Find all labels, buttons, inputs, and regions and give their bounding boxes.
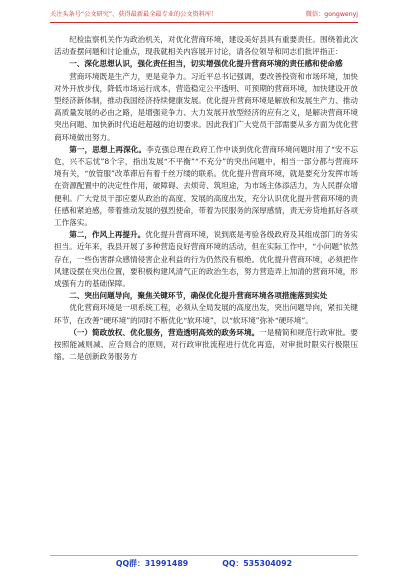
subsection-1-text: 一是精简和规范行政审批。要按照能减则减、应合则合的原则，对行政审批流程进行优化再造，对审批时限实行极限压缩。二是创新政务服务方: [54, 327, 359, 362]
paragraph-subsection-1: [54, 327, 358, 364]
footer-qq-number: QQ：535304092: [222, 559, 293, 568]
subsection-1-lead: （一）简政放权、优化服务，营造透明高效的政务环境。: [69, 327, 260, 337]
header-left-text: 关注头条号“公文研究”，获得最新最全最专业的公文资料库！: [50, 10, 218, 18]
document-body: [54, 34, 358, 363]
second-point-lead: 第二，作风上再提升。: [69, 230, 146, 240]
footer-divider: [50, 555, 358, 556]
page-header: [50, 6, 358, 20]
header-right-text: 微信：gongwenyj: [305, 10, 358, 18]
paragraph-second-point: [54, 229, 358, 290]
intro-paragraph: 纪检监察机关作为政治机关，对优化营商环境，建设美好县具有重要责任。围绕着此次活动查摆问题和讨论重点，现我就相关内容展开讨论，请各位领导和同志们批评指正：: [54, 35, 358, 57]
first-point-text: 李克强总理在政府工作中谈到优化营商环境问题时用了“安不忘危，兴不忘忧”8个字，指出发展“不平衡”“不充分”的突出问题中，相当一部分都与营商环境有关，“放管服”改革滞后有着千丝万缕的联系。优化提升营商环境，就是要充分发挥市场在资源配置中的决定性作用，破障碍、去烦苛、筑坦途，为市场主体添活力，为人民群众增便利。广大党员干部应要从政治的高度、发展的高度出发，充分认识优化提升营商环境的责任感和紧迫感，带着推动发展的强烈使命，带着为民服务的深厚感情，责无旁贷地抓好各项工作落实。: [54, 144, 358, 228]
second-point-text: 优化提升营商环境，说到底是考验各级政府及其组成部门的务实担当。近年来，我县开展了多种营造良好营商环境的活动，但在实际工作中，“小问题”依然存在，一些伤害群众感情侵害企业利益的行为仍然没有根绝。优化提升营商环境，必须把作风建设摆在突出位置，要积极构建风清气正的政治生态，努力营造弄上加清的营商环境，形成强有力的基础保障。: [54, 230, 359, 289]
section-heading-2: 二、突出问题导向，聚焦关键环节，确保优化提升营商环境各项措施落到实处: [69, 291, 328, 301]
page-footer: [50, 558, 358, 574]
header-divider: [50, 22, 358, 23]
footer-qq-group: QQ群：31991489: [115, 559, 189, 568]
paragraph-system-project: 优化营商环境是一项系统工程，必须从全局发展的高度出发，突出问题导向，紧扣关键环节，在改善“硬环境”的同时不断优化“软环境”，以“软环境”弥补“硬环境”。: [54, 303, 358, 325]
first-point-lead: 第一，思想上再深化。: [69, 144, 147, 154]
paragraph-business-environment: 营商环境既是生产力，更是竞争力。习近平总书记强调，要改善投资和市场环境，加快对外开放步伐，降低市场运行成本，营造稳定公平透明、可预期的营商环境，加快建设开放型经济新体制，推动我国经济持续健康发展。优化提升营商环境是解放和发展生产力、推动高质量发展的必由之路，是增强竞争力、大力发展开放型经济的应有之义，是解决营商环境突出问题、加快新时代追赶超越的迫切要求。因此我们广大党员干部需要从多方面为优化营商环境做出努力。: [54, 71, 358, 142]
section-heading-1: 一、深化思想认识，强化责任担当，切实增强优化提升营商环境的责任感和使命感: [69, 59, 343, 69]
paragraph-first-point: [54, 144, 358, 229]
